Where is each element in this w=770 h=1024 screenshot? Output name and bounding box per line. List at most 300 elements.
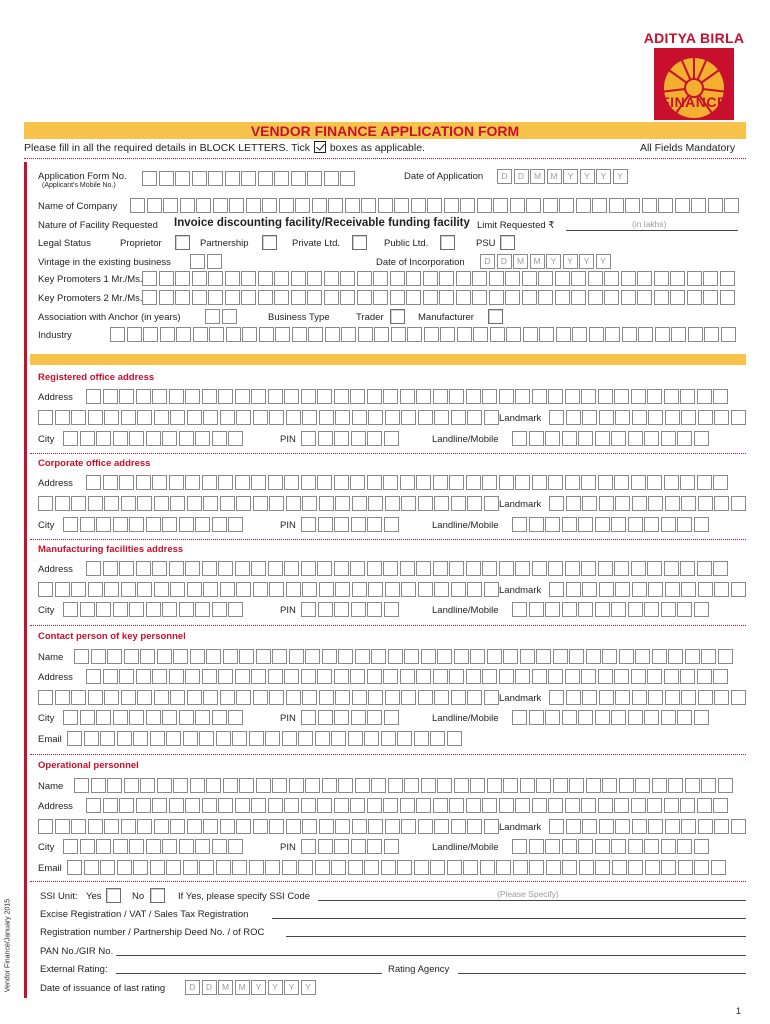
char-box[interactable] xyxy=(714,690,729,705)
ssi-yes-checkbox[interactable] xyxy=(106,888,121,903)
char-box[interactable] xyxy=(71,690,86,705)
char-box[interactable] xyxy=(142,271,157,286)
char-box[interactable] xyxy=(704,327,719,342)
char-box[interactable] xyxy=(714,496,729,511)
char-box[interactable] xyxy=(400,561,415,576)
char-box[interactable] xyxy=(364,731,379,746)
char-box[interactable] xyxy=(218,475,233,490)
char-box[interactable] xyxy=(661,431,676,446)
char-box[interactable] xyxy=(512,602,527,617)
char-box[interactable] xyxy=(162,602,177,617)
char-box[interactable] xyxy=(644,517,659,532)
char-box[interactable] xyxy=(269,582,284,597)
char-box[interactable] xyxy=(599,582,614,597)
char-box[interactable] xyxy=(291,171,306,186)
char-box[interactable] xyxy=(298,731,313,746)
char-box[interactable] xyxy=(688,327,703,342)
char-box[interactable] xyxy=(503,649,518,664)
char-box[interactable] xyxy=(703,271,718,286)
char-box[interactable] xyxy=(63,839,78,854)
char-box[interactable] xyxy=(104,582,119,597)
char-box[interactable] xyxy=(236,410,251,425)
char-box[interactable] xyxy=(121,496,136,511)
char-box[interactable] xyxy=(482,669,497,684)
char-box[interactable] xyxy=(351,517,366,532)
char-box[interactable] xyxy=(137,496,152,511)
char-box[interactable] xyxy=(183,860,198,875)
char-box[interactable] xyxy=(576,198,591,213)
char-box[interactable] xyxy=(614,475,629,490)
char-box[interactable] xyxy=(218,798,233,813)
char-box[interactable] xyxy=(350,561,365,576)
char-box[interactable] xyxy=(152,475,167,490)
char-box[interactable] xyxy=(545,431,560,446)
char-box[interactable] xyxy=(697,669,712,684)
char-box[interactable] xyxy=(578,839,593,854)
char-box[interactable] xyxy=(548,561,563,576)
char-box[interactable] xyxy=(202,669,217,684)
char-box[interactable] xyxy=(119,389,134,404)
char-box[interactable] xyxy=(466,561,481,576)
char-box[interactable] xyxy=(367,389,382,404)
char-box[interactable] xyxy=(190,254,205,269)
date-char-box[interactable]: Y xyxy=(301,980,316,995)
char-box[interactable] xyxy=(647,669,662,684)
char-box[interactable] xyxy=(80,602,95,617)
char-box[interactable] xyxy=(324,290,339,305)
char-box[interactable] xyxy=(685,649,700,664)
corporate-pin-input[interactable] xyxy=(301,517,400,532)
char-box[interactable] xyxy=(724,198,739,213)
char-box[interactable] xyxy=(614,669,629,684)
operational-address-line2-input[interactable] xyxy=(38,819,500,834)
char-box[interactable] xyxy=(80,839,95,854)
char-box[interactable] xyxy=(142,171,157,186)
char-box[interactable] xyxy=(137,582,152,597)
date-char-box[interactable]: M xyxy=(235,980,250,995)
char-box[interactable] xyxy=(526,198,541,213)
char-box[interactable] xyxy=(334,669,349,684)
char-box[interactable] xyxy=(434,819,449,834)
char-box[interactable] xyxy=(246,198,261,213)
char-box[interactable] xyxy=(185,798,200,813)
char-box[interactable] xyxy=(315,731,330,746)
char-box[interactable] xyxy=(241,271,256,286)
char-box[interactable] xyxy=(170,819,185,834)
char-box[interactable] xyxy=(711,860,726,875)
char-box[interactable] xyxy=(484,496,499,511)
char-box[interactable] xyxy=(256,778,271,793)
char-box[interactable] xyxy=(152,798,167,813)
char-box[interactable] xyxy=(179,710,194,725)
registration-number-input[interactable] xyxy=(286,936,746,937)
char-box[interactable] xyxy=(416,798,431,813)
char-box[interactable] xyxy=(648,496,663,511)
char-box[interactable] xyxy=(334,602,349,617)
char-box[interactable] xyxy=(665,496,680,511)
char-box[interactable] xyxy=(708,198,723,213)
char-box[interactable] xyxy=(720,290,735,305)
char-box[interactable] xyxy=(598,389,613,404)
char-box[interactable] xyxy=(136,669,151,684)
char-box[interactable] xyxy=(384,710,399,725)
char-box[interactable] xyxy=(179,602,194,617)
char-box[interactable] xyxy=(598,798,613,813)
char-box[interactable] xyxy=(100,731,115,746)
char-box[interactable] xyxy=(418,819,433,834)
date-char-box[interactable]: D xyxy=(514,169,529,184)
char-box[interactable] xyxy=(685,778,700,793)
char-box[interactable] xyxy=(529,602,544,617)
char-box[interactable] xyxy=(671,327,686,342)
char-box[interactable] xyxy=(451,496,466,511)
char-box[interactable] xyxy=(619,649,634,664)
char-box[interactable] xyxy=(467,819,482,834)
char-box[interactable] xyxy=(615,496,630,511)
char-box[interactable] xyxy=(284,389,299,404)
char-box[interactable] xyxy=(451,819,466,834)
char-box[interactable] xyxy=(466,389,481,404)
char-box[interactable] xyxy=(185,561,200,576)
char-box[interactable] xyxy=(407,327,422,342)
char-box[interactable] xyxy=(645,860,660,875)
char-box[interactable] xyxy=(566,690,581,705)
char-box[interactable] xyxy=(599,819,614,834)
char-box[interactable] xyxy=(119,475,134,490)
char-box[interactable] xyxy=(301,798,316,813)
char-box[interactable] xyxy=(265,731,280,746)
char-box[interactable] xyxy=(611,839,626,854)
char-box[interactable] xyxy=(350,669,365,684)
char-box[interactable] xyxy=(390,271,405,286)
char-box[interactable] xyxy=(212,602,227,617)
char-box[interactable] xyxy=(598,669,613,684)
char-box[interactable] xyxy=(701,649,716,664)
char-box[interactable] xyxy=(482,389,497,404)
char-box[interactable] xyxy=(611,517,626,532)
char-box[interactable] xyxy=(269,819,284,834)
registered-city-input[interactable] xyxy=(63,431,245,446)
char-box[interactable] xyxy=(103,475,118,490)
char-box[interactable] xyxy=(694,710,709,725)
char-box[interactable] xyxy=(433,561,448,576)
char-box[interactable] xyxy=(88,690,103,705)
char-box[interactable] xyxy=(378,198,393,213)
char-box[interactable] xyxy=(239,649,254,664)
char-box[interactable] xyxy=(565,475,580,490)
char-box[interactable] xyxy=(84,860,99,875)
char-box[interactable] xyxy=(235,669,250,684)
char-box[interactable] xyxy=(595,517,610,532)
char-box[interactable] xyxy=(187,496,202,511)
char-box[interactable] xyxy=(454,778,469,793)
char-box[interactable] xyxy=(499,798,514,813)
char-box[interactable] xyxy=(113,517,128,532)
char-box[interactable] xyxy=(553,778,568,793)
char-box[interactable] xyxy=(632,819,647,834)
char-box[interactable] xyxy=(63,517,78,532)
char-box[interactable] xyxy=(216,731,231,746)
char-box[interactable] xyxy=(203,496,218,511)
char-box[interactable] xyxy=(272,778,287,793)
char-box[interactable] xyxy=(368,410,383,425)
char-box[interactable] xyxy=(578,517,593,532)
char-box[interactable] xyxy=(202,798,217,813)
char-box[interactable] xyxy=(195,517,210,532)
char-box[interactable] xyxy=(595,860,610,875)
char-box[interactable] xyxy=(532,475,547,490)
char-box[interactable] xyxy=(133,731,148,746)
char-box[interactable] xyxy=(400,475,415,490)
char-box[interactable] xyxy=(444,198,459,213)
char-box[interactable] xyxy=(193,327,208,342)
char-box[interactable] xyxy=(218,561,233,576)
char-box[interactable] xyxy=(631,798,646,813)
char-box[interactable] xyxy=(615,582,630,597)
char-box[interactable] xyxy=(648,819,663,834)
char-box[interactable] xyxy=(289,778,304,793)
char-box[interactable] xyxy=(129,839,144,854)
char-box[interactable] xyxy=(582,690,597,705)
char-box[interactable] xyxy=(680,389,695,404)
char-box[interactable] xyxy=(88,582,103,597)
char-box[interactable] xyxy=(157,649,172,664)
char-box[interactable] xyxy=(416,475,431,490)
char-box[interactable] xyxy=(687,271,702,286)
char-box[interactable] xyxy=(648,582,663,597)
char-box[interactable] xyxy=(368,819,383,834)
char-box[interactable] xyxy=(496,860,511,875)
char-box[interactable] xyxy=(677,710,692,725)
char-box[interactable] xyxy=(694,602,709,617)
manufacturing-landmark-input[interactable] xyxy=(549,582,747,597)
char-box[interactable] xyxy=(318,710,333,725)
char-box[interactable] xyxy=(595,710,610,725)
char-box[interactable] xyxy=(681,496,696,511)
char-box[interactable] xyxy=(418,410,433,425)
char-box[interactable] xyxy=(253,582,268,597)
char-box[interactable] xyxy=(335,496,350,511)
char-box[interactable] xyxy=(140,649,155,664)
char-box[interactable] xyxy=(187,690,202,705)
char-box[interactable] xyxy=(236,819,251,834)
char-box[interactable] xyxy=(289,649,304,664)
char-box[interactable] xyxy=(146,431,161,446)
char-box[interactable] xyxy=(647,798,662,813)
char-box[interactable] xyxy=(367,798,382,813)
char-box[interactable] xyxy=(664,798,679,813)
char-box[interactable] xyxy=(595,431,610,446)
char-box[interactable] xyxy=(538,271,553,286)
char-box[interactable] xyxy=(566,819,581,834)
char-box[interactable] xyxy=(162,431,177,446)
char-box[interactable] xyxy=(515,798,530,813)
contact-address-line1-input[interactable] xyxy=(86,669,730,684)
char-box[interactable] xyxy=(335,819,350,834)
char-box[interactable] xyxy=(477,198,492,213)
char-box[interactable] xyxy=(133,860,148,875)
char-box[interactable] xyxy=(368,690,383,705)
char-box[interactable] xyxy=(284,561,299,576)
char-box[interactable] xyxy=(104,410,119,425)
char-box[interactable] xyxy=(694,517,709,532)
char-box[interactable] xyxy=(169,669,184,684)
char-box[interactable] xyxy=(179,431,194,446)
char-box[interactable] xyxy=(536,778,551,793)
char-box[interactable] xyxy=(694,860,709,875)
char-box[interactable] xyxy=(433,389,448,404)
char-box[interactable] xyxy=(520,649,535,664)
char-box[interactable] xyxy=(352,496,367,511)
char-box[interactable] xyxy=(259,327,274,342)
char-box[interactable] xyxy=(55,819,70,834)
char-box[interactable] xyxy=(562,517,577,532)
char-box[interactable] xyxy=(681,819,696,834)
char-box[interactable] xyxy=(599,410,614,425)
char-box[interactable] xyxy=(318,602,333,617)
char-box[interactable] xyxy=(136,475,151,490)
char-box[interactable] xyxy=(256,649,271,664)
char-box[interactable] xyxy=(440,327,455,342)
char-box[interactable] xyxy=(586,649,601,664)
date-char-box[interactable]: D xyxy=(497,254,512,269)
char-box[interactable] xyxy=(367,431,382,446)
char-box[interactable] xyxy=(301,710,316,725)
char-box[interactable] xyxy=(162,710,177,725)
char-box[interactable] xyxy=(162,839,177,854)
char-box[interactable] xyxy=(374,327,389,342)
char-box[interactable] xyxy=(319,819,334,834)
char-box[interactable] xyxy=(499,475,514,490)
char-box[interactable] xyxy=(195,602,210,617)
char-box[interactable] xyxy=(340,171,355,186)
char-box[interactable] xyxy=(147,198,162,213)
char-box[interactable] xyxy=(555,271,570,286)
char-box[interactable] xyxy=(661,602,676,617)
char-box[interactable] xyxy=(677,431,692,446)
manufacturing-landline-input[interactable] xyxy=(512,602,710,617)
char-box[interactable] xyxy=(677,839,692,854)
date-char-box[interactable]: Y xyxy=(579,254,594,269)
char-box[interactable] xyxy=(505,290,520,305)
char-box[interactable] xyxy=(654,271,669,286)
char-box[interactable] xyxy=(401,496,416,511)
char-box[interactable] xyxy=(341,327,356,342)
char-box[interactable] xyxy=(423,290,438,305)
char-box[interactable] xyxy=(691,198,706,213)
char-box[interactable] xyxy=(548,798,563,813)
char-box[interactable] xyxy=(367,517,382,532)
char-box[interactable] xyxy=(652,649,667,664)
char-box[interactable] xyxy=(549,690,564,705)
char-box[interactable] xyxy=(199,731,214,746)
char-box[interactable] xyxy=(368,582,383,597)
char-box[interactable] xyxy=(154,819,169,834)
char-box[interactable] xyxy=(421,649,436,664)
char-box[interactable] xyxy=(545,517,560,532)
char-box[interactable] xyxy=(581,561,596,576)
date-char-box[interactable]: Y xyxy=(613,169,628,184)
char-box[interactable] xyxy=(430,731,445,746)
char-box[interactable] xyxy=(385,819,400,834)
date-char-box[interactable]: M xyxy=(530,169,545,184)
date-char-box[interactable]: M xyxy=(513,254,528,269)
char-box[interactable] xyxy=(80,710,95,725)
char-box[interactable] xyxy=(647,389,662,404)
char-box[interactable] xyxy=(449,561,464,576)
char-box[interactable] xyxy=(241,290,256,305)
char-box[interactable] xyxy=(661,710,676,725)
char-box[interactable] xyxy=(350,475,365,490)
char-box[interactable] xyxy=(668,649,683,664)
char-box[interactable] xyxy=(351,710,366,725)
char-box[interactable] xyxy=(434,582,449,597)
char-box[interactable] xyxy=(235,561,250,576)
char-box[interactable] xyxy=(549,819,564,834)
char-box[interactable] xyxy=(368,496,383,511)
char-box[interactable] xyxy=(648,690,663,705)
char-box[interactable] xyxy=(532,798,547,813)
char-box[interactable] xyxy=(124,649,139,664)
char-box[interactable] xyxy=(253,496,268,511)
char-box[interactable] xyxy=(104,819,119,834)
char-box[interactable] xyxy=(242,327,257,342)
char-box[interactable] xyxy=(216,860,231,875)
char-box[interactable] xyxy=(406,290,421,305)
date-char-box[interactable]: Y xyxy=(596,254,611,269)
char-box[interactable] xyxy=(484,410,499,425)
char-box[interactable] xyxy=(466,475,481,490)
char-box[interactable] xyxy=(86,475,101,490)
char-box[interactable] xyxy=(199,860,214,875)
char-box[interactable] xyxy=(466,798,481,813)
char-box[interactable] xyxy=(236,582,251,597)
char-box[interactable] xyxy=(647,475,662,490)
char-box[interactable] xyxy=(232,860,247,875)
char-box[interactable] xyxy=(648,410,663,425)
char-box[interactable] xyxy=(698,819,713,834)
char-box[interactable] xyxy=(317,561,332,576)
char-box[interactable] xyxy=(720,271,735,286)
char-box[interactable] xyxy=(236,690,251,705)
char-box[interactable] xyxy=(588,290,603,305)
char-box[interactable] xyxy=(272,649,287,664)
char-box[interactable] xyxy=(401,819,416,834)
char-box[interactable] xyxy=(223,778,238,793)
char-box[interactable] xyxy=(137,690,152,705)
char-box[interactable] xyxy=(86,561,101,576)
char-box[interactable] xyxy=(159,271,174,286)
industry-input[interactable] xyxy=(110,327,737,342)
char-box[interactable] xyxy=(222,309,237,324)
char-box[interactable] xyxy=(566,410,581,425)
char-box[interactable] xyxy=(515,389,530,404)
char-box[interactable] xyxy=(647,561,662,576)
char-box[interactable] xyxy=(103,561,118,576)
char-box[interactable] xyxy=(55,496,70,511)
private-ltd-checkbox[interactable] xyxy=(352,235,367,250)
char-box[interactable] xyxy=(604,290,619,305)
char-box[interactable] xyxy=(104,496,119,511)
char-box[interactable] xyxy=(235,475,250,490)
char-box[interactable] xyxy=(335,690,350,705)
char-box[interactable] xyxy=(437,778,452,793)
char-box[interactable] xyxy=(529,517,544,532)
char-box[interactable] xyxy=(373,271,388,286)
char-box[interactable] xyxy=(463,860,478,875)
char-box[interactable] xyxy=(55,582,70,597)
char-box[interactable] xyxy=(661,517,676,532)
